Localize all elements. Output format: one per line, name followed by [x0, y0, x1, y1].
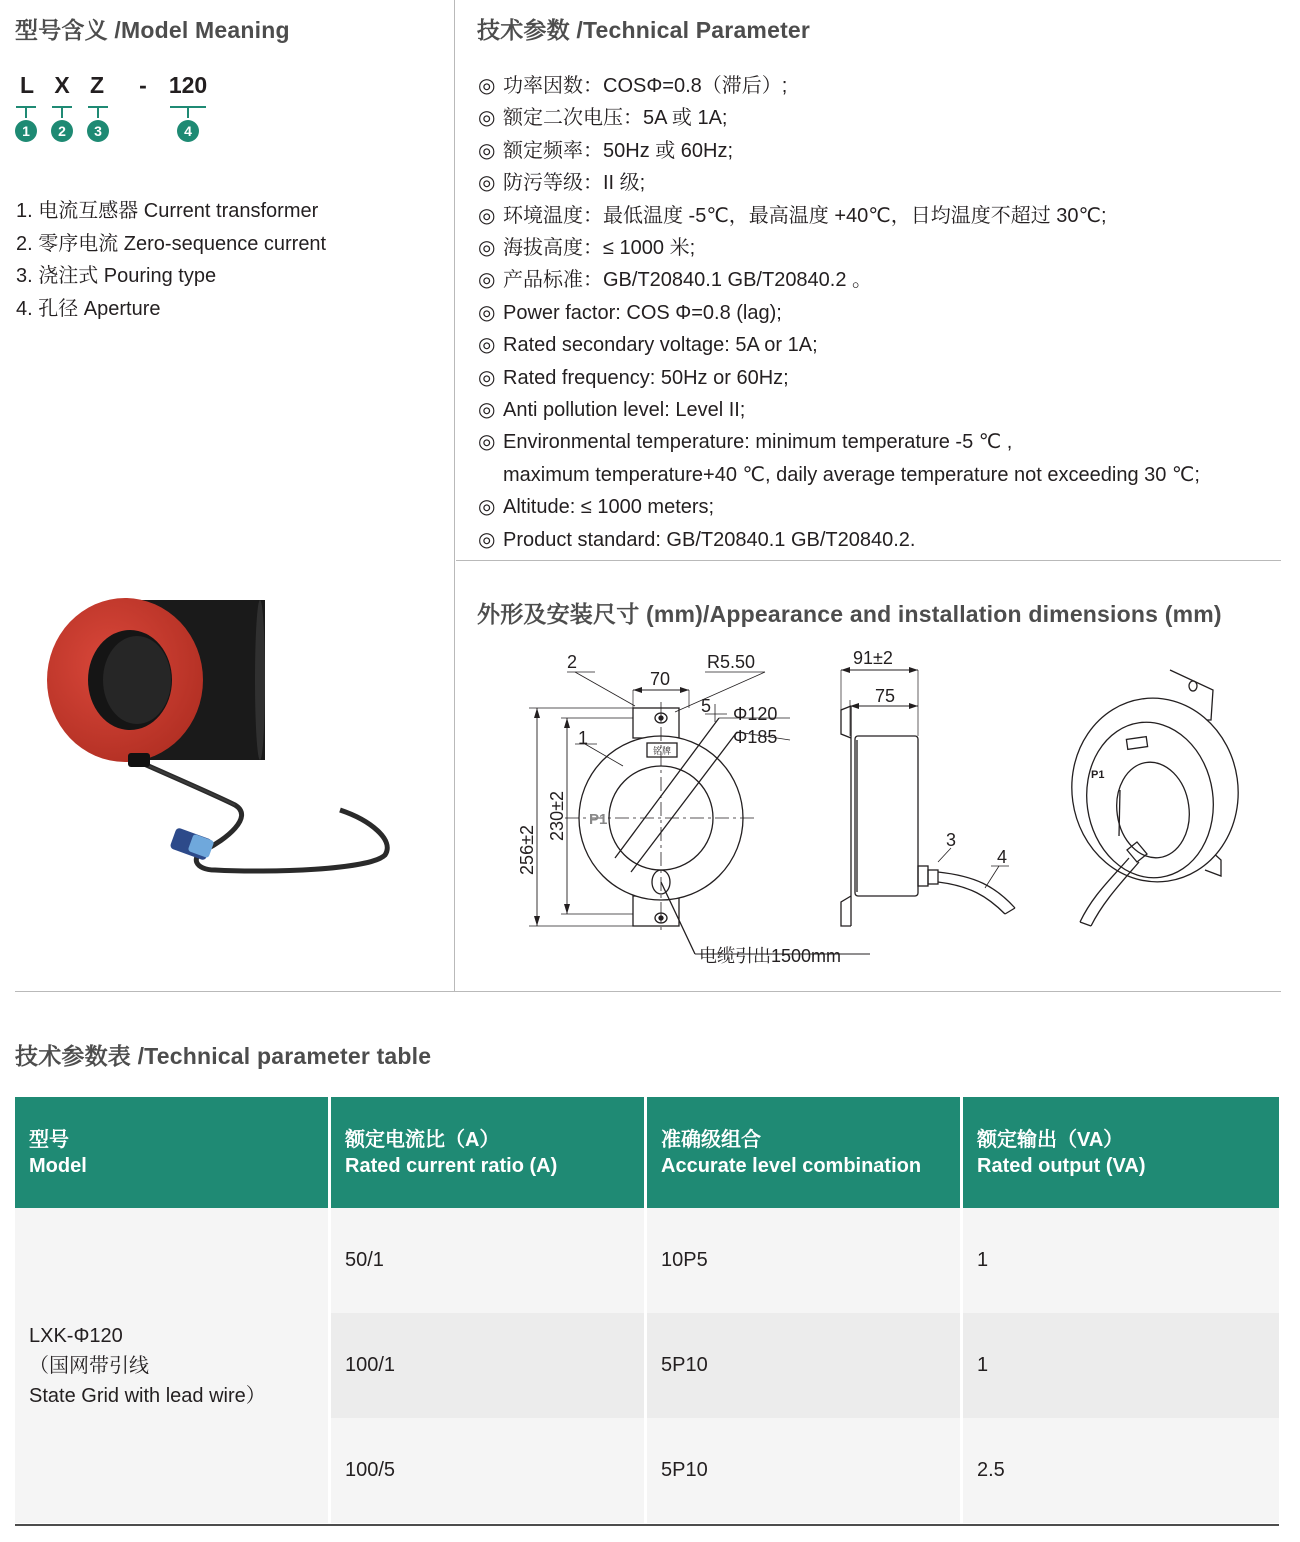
dimensions-title: 外形及安装尺寸 (mm)/Appearance and installation dimensions (mm) — [477, 601, 1222, 627]
meaning-item: 4. 孔径 Aperture — [16, 297, 161, 320]
parameter-table-title: 技术参数表 /Technical parameter table — [15, 1043, 432, 1069]
parameter-item: ◎ 防污等级：II 级; — [478, 167, 1298, 199]
ratio-cell: 50/1 — [331, 1208, 647, 1313]
output-cell: 2.5 — [963, 1418, 1279, 1523]
bullet-icon: ◎ — [478, 334, 496, 357]
bullet-icon: ◎ — [478, 269, 496, 292]
meaning-item: 1. 电流互感器 Current transformer — [16, 200, 319, 222]
bullet-icon: ◎ — [478, 496, 496, 519]
isometric-view — [1060, 670, 1250, 926]
bullet-icon: ◎ — [478, 172, 496, 195]
output-cell: 1 — [963, 1208, 1279, 1313]
number-badge: 3 — [87, 120, 109, 142]
meaning-list — [16, 195, 326, 325]
label-1: 1 — [578, 728, 589, 748]
p1-label: P1 — [589, 811, 608, 828]
code-letter: X — [54, 72, 70, 98]
parameter-item: ◎ Power factor: COS Φ=0.8 (lag); — [478, 297, 1298, 329]
parameter-item: ◎ 功率因数：COSΦ=0.8（滞后）; — [478, 70, 1298, 102]
code-connector — [25, 106, 27, 118]
bullet-icon: ◎ — [478, 528, 496, 551]
parameter-item: ◎ 产品标准：GB/T20840.1 GB/T20840.2 。 — [478, 264, 1298, 296]
bullet-icon: ◎ — [478, 75, 496, 97]
label-256: 256±2 — [517, 825, 537, 875]
parameter-item: ◎ 环境温度：最低温度 -5℃，最高温度 +40℃，日均温度不超过 30℃; — [478, 200, 1298, 232]
bullet-icon: ◎ — [478, 431, 496, 454]
parameter-item: ◎ Rated frequency: 50Hz or 60Hz; — [478, 362, 1298, 394]
side-body — [855, 736, 918, 896]
meaning-item: 2. 零序电流 Zero-sequence current — [16, 232, 327, 255]
dimension-drawing — [505, 640, 1265, 970]
parameter-item: ◎ 额定二次电压：5A 或 1A; — [478, 102, 1298, 134]
parameter-item-continuation: maximum temperature+40 ℃, daily average temperature not exceeding 30 ℃; — [503, 463, 1200, 486]
bullet-icon: ◎ — [478, 139, 496, 162]
output-cell: 1 — [963, 1313, 1279, 1418]
code-connector — [61, 106, 63, 118]
number-badge: 2 — [51, 120, 73, 142]
technical-parameter-title: 技术参数 /Technical Parameter — [477, 17, 811, 43]
parameter-item: ◎ Product standard: GB/T20840.1 GB/T20840.2. — [478, 524, 1298, 556]
label-3: 3 — [946, 830, 957, 850]
ratio-cell: 100/1 — [331, 1313, 647, 1418]
parameter-item: ◎ Anti pollution level: Level II; — [478, 394, 1298, 426]
code-letter: 120 — [168, 72, 208, 98]
header-rated-output: 额定输出（VA） Rated output (VA) — [963, 1097, 1279, 1208]
bullet-icon: ◎ — [478, 399, 496, 422]
code-connector — [97, 106, 99, 118]
bullet-icon: ◎ — [478, 366, 496, 389]
label-91: 91±2 — [853, 648, 893, 668]
label-4: 4 — [997, 847, 1008, 867]
label-phi120: Φ120 — [733, 704, 778, 724]
number-badge: 4 — [177, 120, 199, 142]
number-badge: 1 — [15, 120, 37, 142]
iso-p1-label: P1 — [1091, 769, 1105, 781]
parameter-item: ◎ 海拔高度：≤ 1000 米; — [478, 232, 1298, 264]
header-rated-current-ratio: 额定电流比（A） Rated current ratio (A) — [331, 1097, 647, 1208]
nameplate-label: 铭牌 — [652, 746, 672, 756]
label-230: 230±2 — [547, 791, 567, 841]
table-bottom-rule — [15, 1524, 1279, 1526]
side-view — [841, 648, 1015, 926]
label-70: 70 — [650, 669, 671, 689]
bullet-icon: ◎ — [478, 107, 496, 130]
code-letter: - — [139, 72, 147, 98]
product-photo — [40, 585, 400, 885]
code-letter: L — [19, 72, 35, 98]
model-cell: LXK-Φ120 （国网带引线 State Grid with lead wire） — [15, 1208, 331, 1523]
cable-label: 电缆引出1500mm — [699, 946, 842, 966]
meaning-item: 3. 浇注式 Pouring type — [16, 265, 217, 287]
parameter-item: ◎ 额定频率：50Hz 或 60Hz; — [478, 135, 1298, 167]
bullet-icon: ◎ — [478, 237, 496, 260]
code-connector — [187, 106, 189, 118]
label-2: 2 — [567, 652, 578, 672]
model-meaning-section — [0, 0, 455, 992]
header-accurate-level: 准确级组合 Accurate level combination — [647, 1097, 963, 1208]
table-header-row — [15, 1097, 1279, 1208]
accuracy-cell: 5P10 — [647, 1313, 963, 1418]
model-meaning-title: 型号含义 /Model Meaning — [15, 17, 290, 43]
front-view — [517, 652, 870, 966]
bullet-icon: ◎ — [478, 301, 496, 324]
label-r550: R5.50 — [707, 652, 756, 672]
label-phi185: Φ185 — [733, 727, 778, 747]
header-model: 型号 Model — [15, 1097, 331, 1208]
accuracy-cell: 10P5 — [647, 1208, 963, 1313]
parameter-item: ◎ Rated secondary voltage: 5A or 1A; — [478, 329, 1298, 361]
parameter-list — [478, 70, 1298, 556]
bullet-icon: ◎ — [478, 204, 496, 227]
parameter-item: ◎ Environmental temperature: minimum temperature -5 ℃ , — [478, 426, 1298, 458]
label-5: 5 — [701, 696, 712, 716]
side-gland — [918, 866, 928, 886]
parameter-table — [15, 1097, 1279, 1523]
table-row — [15, 1208, 1279, 1313]
ratio-cell: 100/5 — [331, 1418, 647, 1523]
parameter-item: ◎ Altitude: ≤ 1000 meters; — [478, 491, 1298, 523]
label-75: 75 — [875, 686, 896, 706]
top-bracket — [633, 708, 679, 738]
accuracy-cell: 5P10 — [647, 1418, 963, 1523]
code-letter: Z — [89, 72, 105, 98]
